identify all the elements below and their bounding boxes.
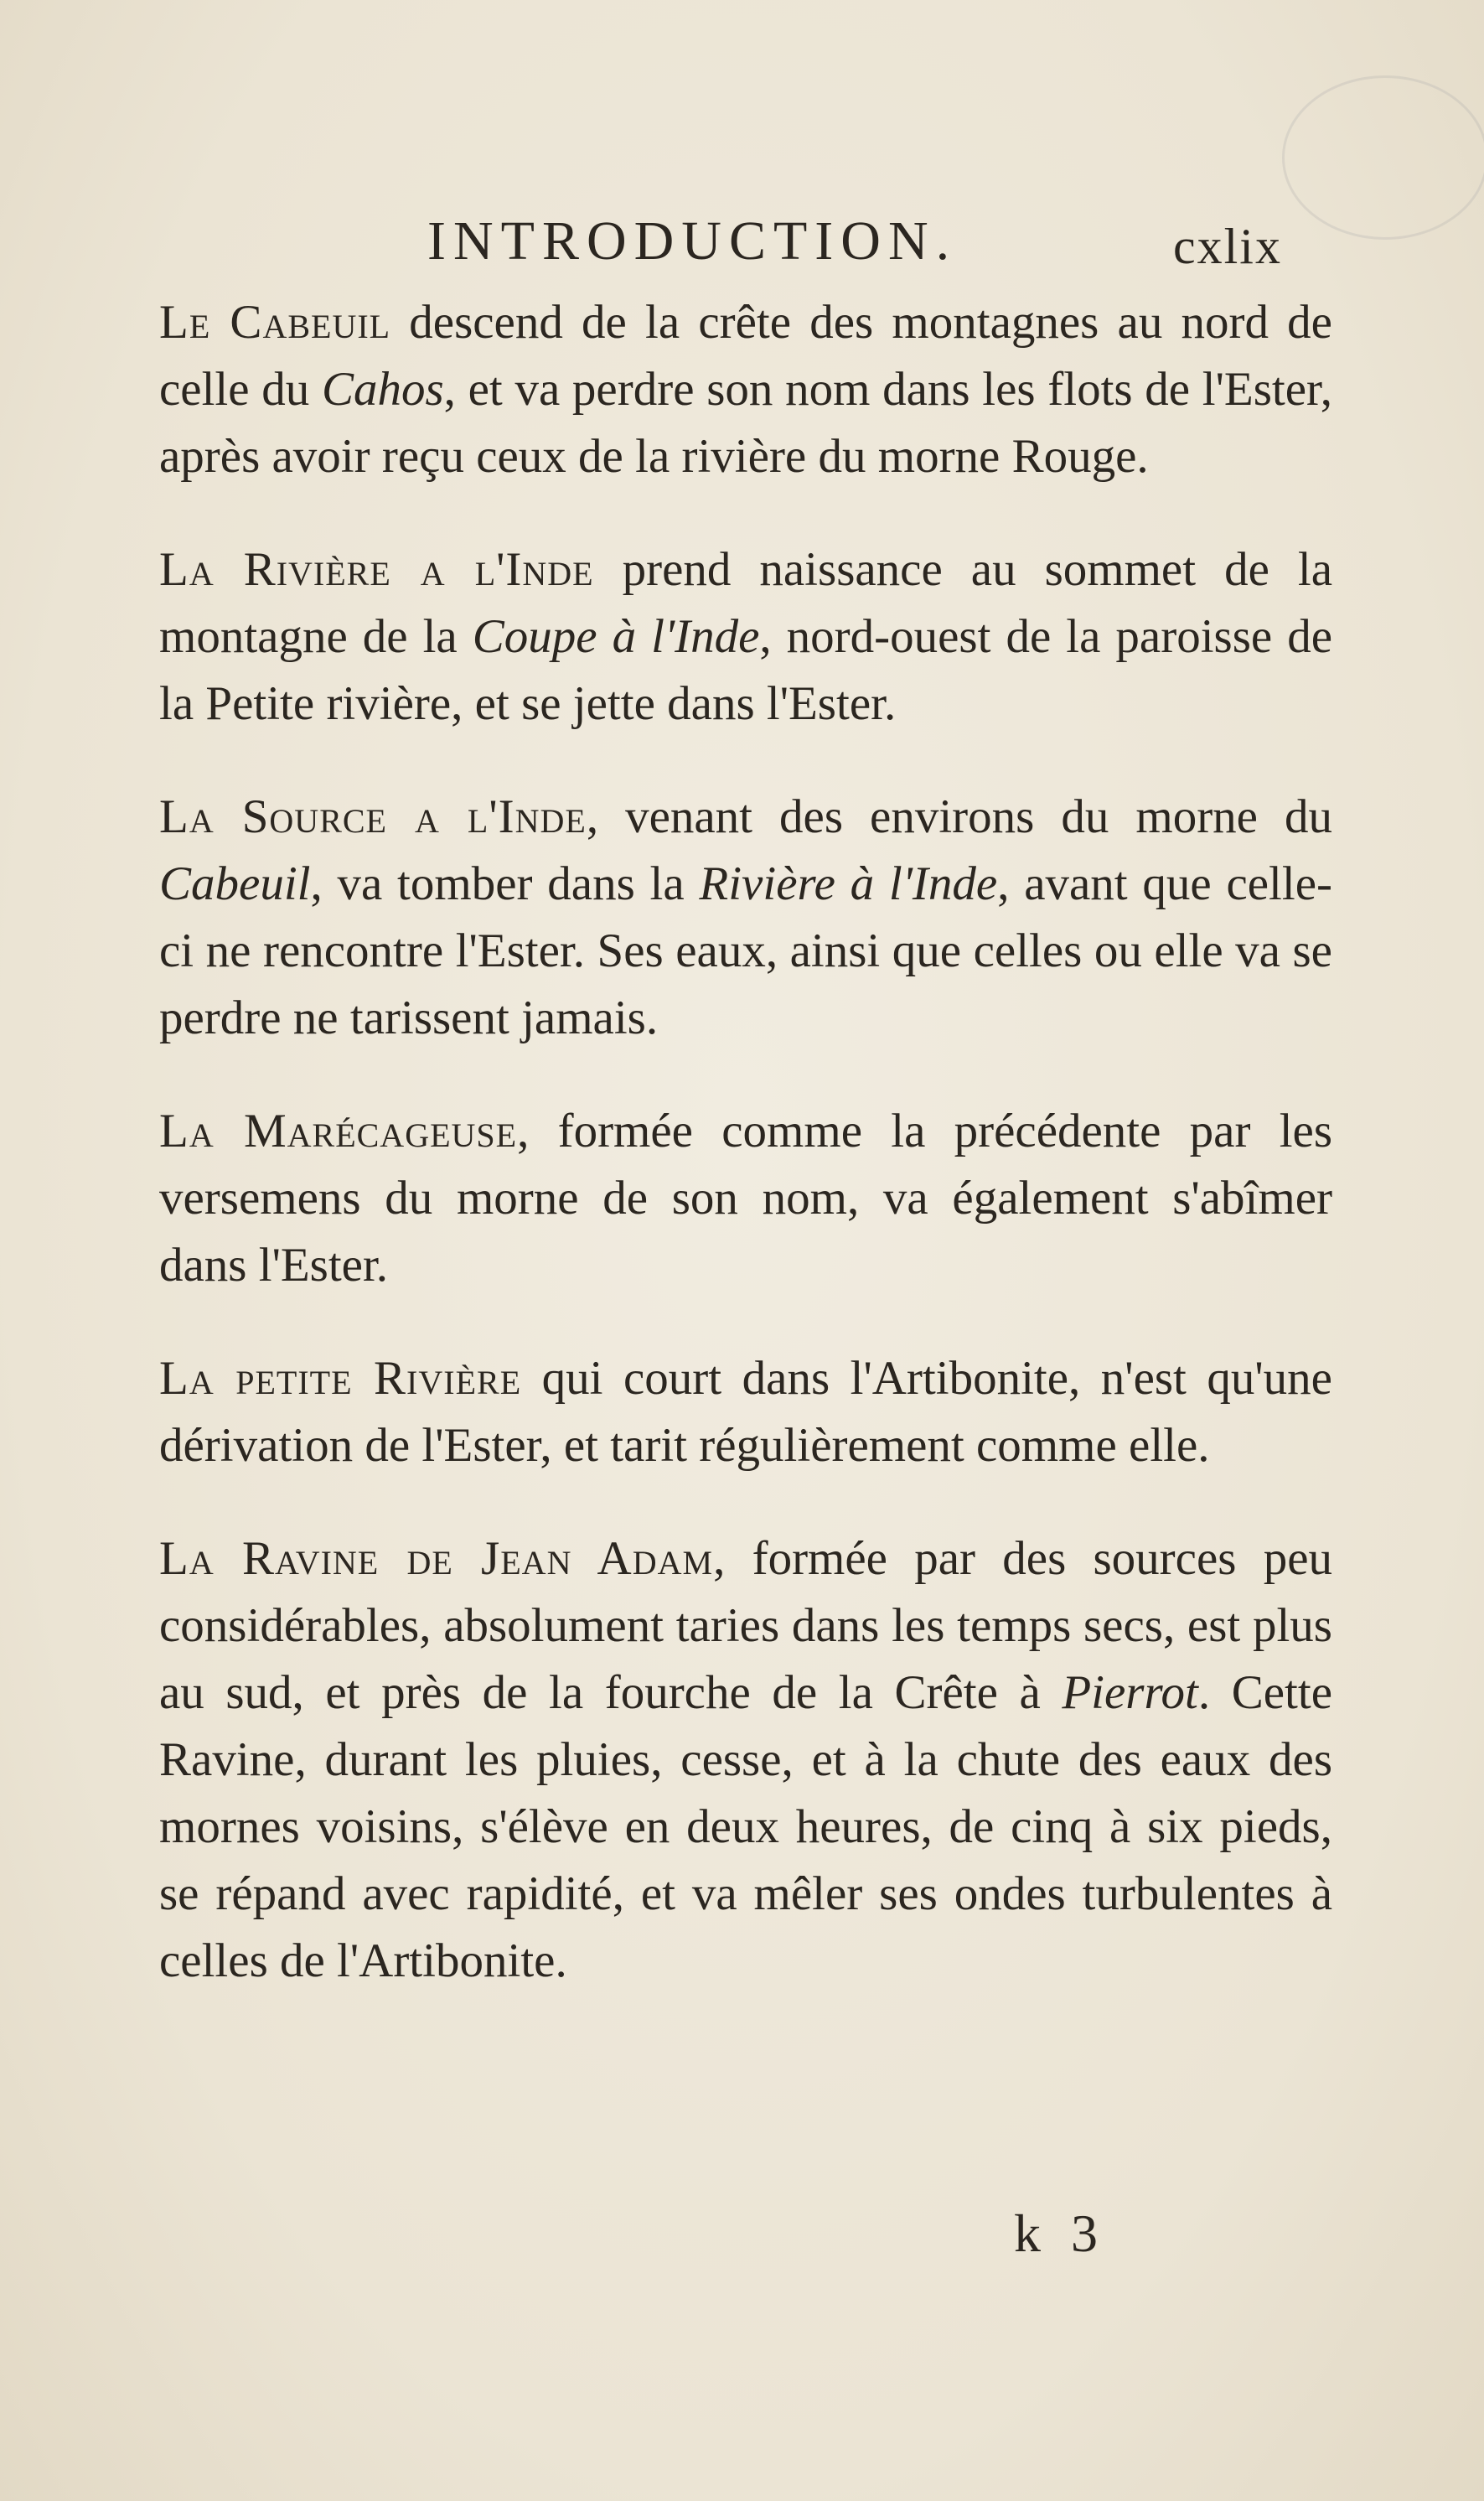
paragraph-cabeuil (159, 289, 1332, 490)
page-number: cxlix (1173, 219, 1282, 274)
paragraph-ravine-jean-adam (159, 1525, 1332, 1995)
paragraph-text: prend naissance au sommet de la montagne de la (159, 543, 1333, 663)
paragraph-text: . Cette Ravine, durant les pluies, cesse, et à la chute des eaux des mornes voisins, s'élève en deux heures, de cinq à six pieds, se répand avec rapidité, et va mêler ses ondes turbulentes à celles de l'Artibonite. (159, 1666, 1332, 1987)
paragraph-lead: La petite Rivière (159, 1352, 522, 1405)
running-title: INTRODUCTION. (427, 210, 958, 272)
paragraph-text: descend de la crête des montagnes au nord de celle du (159, 296, 1332, 416)
paragraph-lead: La Source a l'Inde (159, 790, 587, 843)
paragraph-text: , formée comme la précédente par les versemens du morne de son nom, va également s'abîmer dans l'Ester. (159, 1105, 1333, 1292)
italic-place-name: Cahos (321, 363, 444, 416)
paragraph-lead: Le Cabeuil (159, 296, 391, 349)
paragraph-text: , formée par des sources peu considérables, absolument taries dans les temps secs, est plus au sud, et près de la fourche de la Crête à (159, 1532, 1332, 1719)
paragraph-text: qui court dans l'Artibonite, n'est qu'une dérivation de l'Ester, et tarit régulièrement comme elle. (159, 1352, 1332, 1472)
paragraph-text: , avant que celle-ci ne rencontre l'Ester. Ses eaux, ainsi que celles ou elle va se perdre ne tarissent jamais. (159, 857, 1332, 1044)
paragraph-riviere-a-linde (159, 536, 1332, 738)
paragraph-source-a-linde (159, 784, 1332, 1052)
paragraph-petite-riviere (159, 1345, 1332, 1479)
paragraph-text: , va tomber dans la (310, 857, 700, 910)
paragraph-marecageuse (159, 1098, 1332, 1299)
paragraph-text: , et va perdre son nom dans les flots de l'Ester, après avoir reçu ceux de la rivière du morne Rouge. (159, 363, 1332, 483)
body-text (159, 289, 1332, 2041)
paragraph-lead: La Ravine de Jean Adam (159, 1532, 714, 1585)
italic-place-name: Cabeuil (159, 857, 311, 910)
italic-place-name: Rivière à l'Inde (699, 857, 998, 910)
paragraph-text: , nord-ouest de la paroisse de la Petite rivière, et se jette dans l'Ester. (159, 610, 1332, 730)
paragraph-lead: La Rivière a l'Inde (159, 543, 594, 596)
page-header (0, 201, 1484, 277)
italic-place-name: Pierrot (1062, 1666, 1198, 1719)
signature-mark: k 3 (1014, 2203, 1106, 2263)
paragraph-text: , venant des environs du morne du (586, 790, 1332, 843)
italic-place-name: Coupe à l'Inde (472, 610, 760, 663)
paragraph-lead: La Marécageuse (159, 1105, 518, 1157)
